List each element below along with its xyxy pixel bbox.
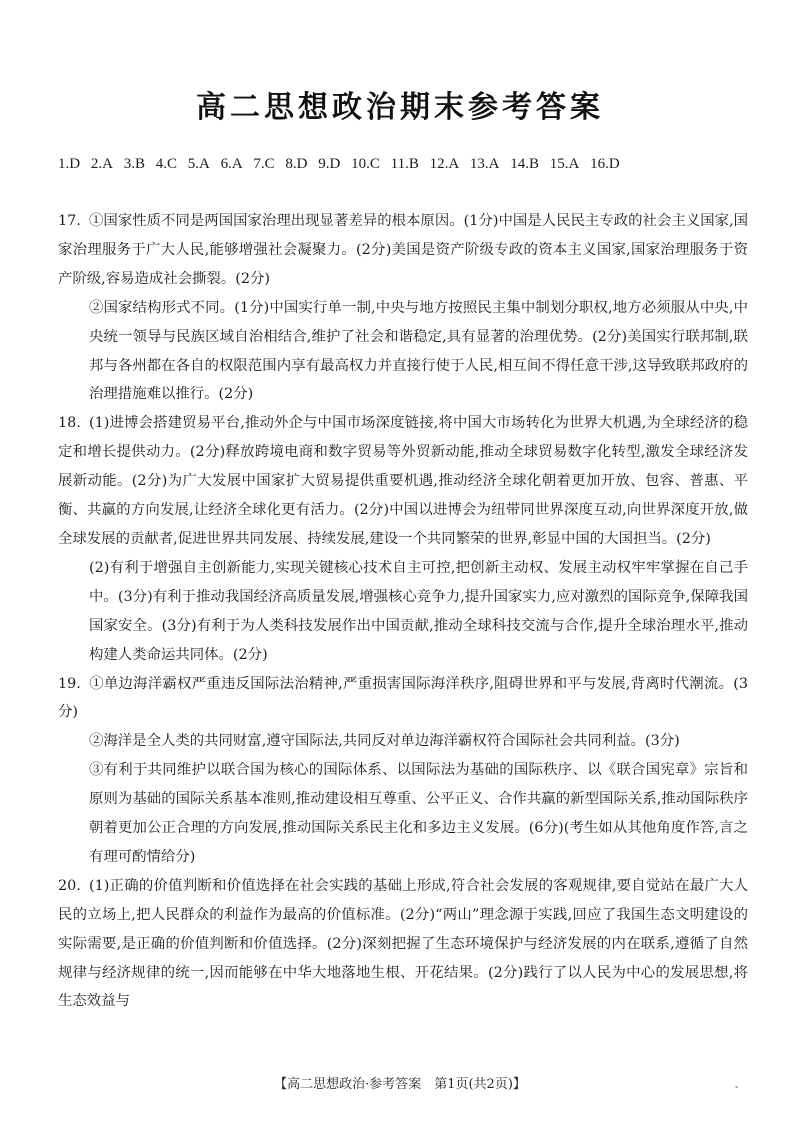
choice-answer-item: 6.A [220, 156, 243, 172]
choice-answer-item: 1.D [58, 156, 81, 172]
question-20 [58, 872, 748, 1017]
choice-answer-item: 4.C [155, 156, 177, 172]
choice-answer-item: 13.A [469, 156, 500, 172]
choice-answer-item: 10.C [351, 156, 380, 172]
choice-answer-item: 9.D [318, 156, 341, 172]
page-title: 高二思想政治期末参考答案 [196, 90, 604, 125]
choice-answer-item: 12.A [429, 156, 460, 172]
question-17 [58, 207, 748, 409]
answer-paragraph: (2)有利于增强自主创新能力,实现关键核心技术自主可控,把创新主动权、发展主动权牢牢掌握在自己手中。(3分)有利于推动我国经济高质量发展,增强核心竞争力,提升国家实力,应对激烈的国际竞争,保障我国国家安全。(3分)有利于为人类科技发展作出中国贡献,推动全球科技交流与合作,提升全球治理水平,推动构建人类命运共同体。(2分) [89, 559, 748, 663]
choice-answer-item: 7.C [253, 156, 275, 172]
choice-answer-item: 14.B [510, 156, 540, 172]
answer-paragraph: ①单边海洋霸权严重违反国际法治精神,严重损害国际海洋秩序,阻碍世界和平与发展,背离时代潮流。(3分) [58, 675, 748, 721]
answer-paragraph: ②海洋是全人类的共同财富,遵守国际法,共同反对单边海洋霸权符合国际社会共同利益。(3分) [89, 733, 680, 750]
choice-answer-item: 8.D [285, 156, 308, 172]
answer-paragraph: ③有利于共同维护以联合国为核心的国际体系、以国际法为基础的国际秩序、以《联合国宪章》宗旨和原则为基础的国际关系基本准则,推动建设相互尊重、公平正义、合作共赢的新型国际关系,推动国际秩序朝着更加公正合理的方向发展,推动国际关系民主化和多边主义发展。(6分)(考生如从其他角度作答,言之有理可酌情给分) [89, 762, 748, 865]
choice-answer-item: 11.B [390, 156, 419, 172]
page-footer: 【高二思想政治·参考答案 第1页(共2页)】 [274, 1077, 526, 1092]
corner-mark: - [735, 1082, 739, 1093]
essay-answers [58, 207, 748, 1016]
choice-answer-item: 16.D [590, 156, 620, 172]
answer-paragraph: ①国家性质不同是两国国家治理出现显著差异的根本原因。(1分)中国是人民民主专政的社会主义国家,国家治理服务于广大人民,能够增强社会凝聚力。(2分)美国是资产阶级专政的资本主义国家,国家治理服务于资产阶级,容易造成社会撕裂。(2分) [58, 213, 748, 287]
choice-answer-item: 2.A [90, 156, 113, 172]
question-18 [58, 409, 748, 669]
answer-paragraph: (1)正确的价值判断和价值选择在社会实践的基础上形成,符合社会发展的客观规律,要自觉站在最广大人民的立场上,把人民群众的利益作为最高的价值标准。(2分)“两山”理念源于实践,回应了我国生态文明建设的实际需要,是正确的价值判断和价值选择。(2分)深刻把握了生态环境保护与经济发展的内在联系,遵循了自然规律与经济规律的统一,因而能够在中华大地落地生根、开花结果。(2分)践行了以人民为中心的发展思想,将生态效益与 [58, 877, 748, 1010]
answer-paragraph: ②国家结构形式不同。(1分)中国实行单一制,中央与地方按照民主集中制划分职权,地方必须服从中央,中央统一领导与民族区域自治相结合,维护了社会和谐稳定,具有显著的治理优势。(2分)美国实行联邦制,联邦与各州都在各自的权限范围内享有最高权力并直接行使于人民,相互间不得任意干涉,这导致联邦政府的治理措施难以推行。(2分) [89, 299, 748, 403]
choice-answer-item: 5.A [187, 156, 210, 172]
answer-paragraph: (1)进博会搭建贸易平台,推动外企与中国市场深度链接,将中国大市场转化为世界大机遇,为全球经济的稳定和增长提供动力。(2分)释放跨境电商和数字贸易等外贸新动能,推动全球贸易数字化转型,激发全球经济发展新动能。(2分)为广大发展中国家扩大贸易提供重要机遇,推动经济全球化朝着更加开放、包容、普惠、平衡、共赢的方向发展,让经济全球化更有活力。(2分)中国以进博会为纽带同世界深度互动,向世界深度开放,做全球发展的贡献者,促进世界共同发展、持续发展,建设一个共同繁荣的世界,彰显中国的大国担当。(2分) [58, 415, 748, 547]
choice-answer-item: 15.A [549, 156, 580, 172]
question-19 [58, 670, 748, 872]
question-number: 18. [58, 415, 81, 432]
question-number: 17. [58, 213, 81, 229]
choice-answer-list [58, 150, 748, 179]
question-number: 19. [58, 675, 81, 692]
choice-answer-item: 3.B [123, 156, 145, 172]
question-number: 20. [58, 877, 81, 894]
